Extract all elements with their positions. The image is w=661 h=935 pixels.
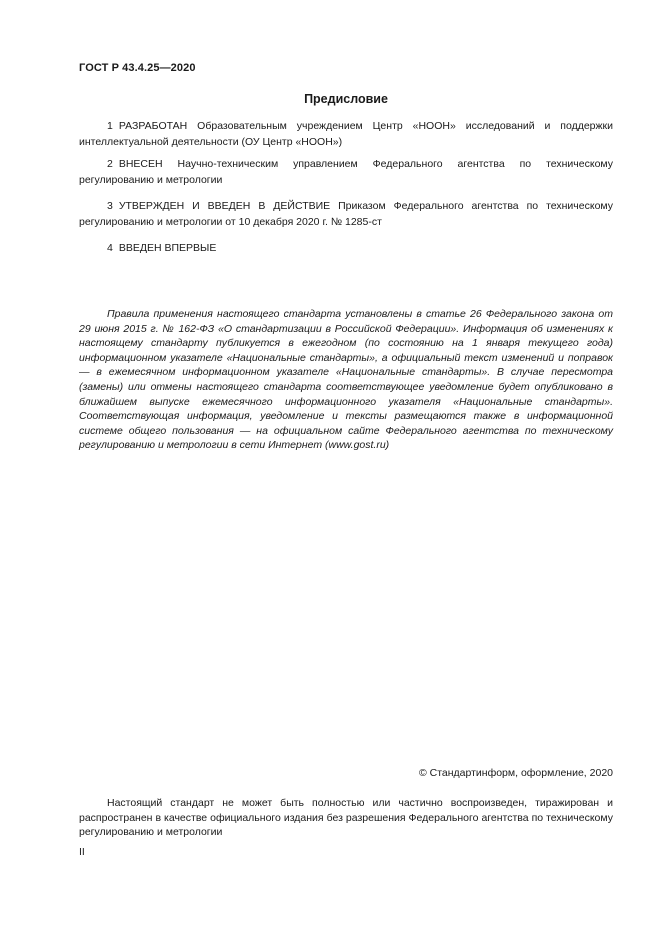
preface-item-introduced [79,156,613,188]
item-text: ВНЕСЕН Научно-техническим управлением Федерального агентства по техническому регулированию и метрологии [79,158,613,186]
preface-item-first-introduced [79,240,613,256]
preface-item-developed [79,118,613,150]
copyright-line: © Стандартинформ, оформление, 2020 [418,767,613,779]
reproduction-notice: Настоящий стандарт не может быть полностью или частично воспроизведен, тиражирован и распространен в качестве официального издания без разрешения Федерального агентства по техническому регулированию и метрологии [79,797,613,838]
page-number: II [79,846,85,858]
item-number: 4 [107,242,113,254]
application-rules-notice: Правила применения настоящего стандарта установлены в статье 26 Федерального закона от 29 июня 2015 г. № 162-ФЗ «О стандартизации в Российской Федерации». Информация об изменениях к настоящему стандарту публикуется в ежегодном (по состоянию на 1 января текущего года) информационном указателе «Национальные стандарты», а официальный текст изменений и поправок — в ежемесячном информационном указателе «Национальные стандарты». В случае пересмотра (замены) или отмены настоящего стандарта соответствующее уведомление будет опубликовано в ближайшем выпуске ежемесячного информационного указателя «Национальные стандарты». Соответствующая информация, уведомление и тексты размещаются также в информационной системе общего пользования — на официальном сайте Федерального агентства по техническому регулированию и метрологии в сети Интернет (www.gost.ru) [79,308,613,452]
item-text: УТВЕРЖДЕН И ВВЕДЕН В ДЕЙСТВИЕ Приказом Федерального агентства по техническому регулированию и метрологии от 10 декабря 2020 г. № 1285-ст [79,200,613,228]
preface-item-approved [79,198,613,230]
document-code: ГОСТ Р 43.4.25—2020 [79,62,196,74]
item-number: 1 [107,120,113,132]
item-number: 3 [107,200,113,212]
section-title: Предисловие [304,92,388,106]
item-number: 2 [107,158,113,170]
item-text: РАЗРАБОТАН Образовательным учреждением Центр «НООН» исследований и поддержки интеллектуальной деятельности (ОУ Центр «НООН») [79,120,613,148]
item-text: ВВЕДЕН ВПЕРВЫЕ [118,242,217,254]
